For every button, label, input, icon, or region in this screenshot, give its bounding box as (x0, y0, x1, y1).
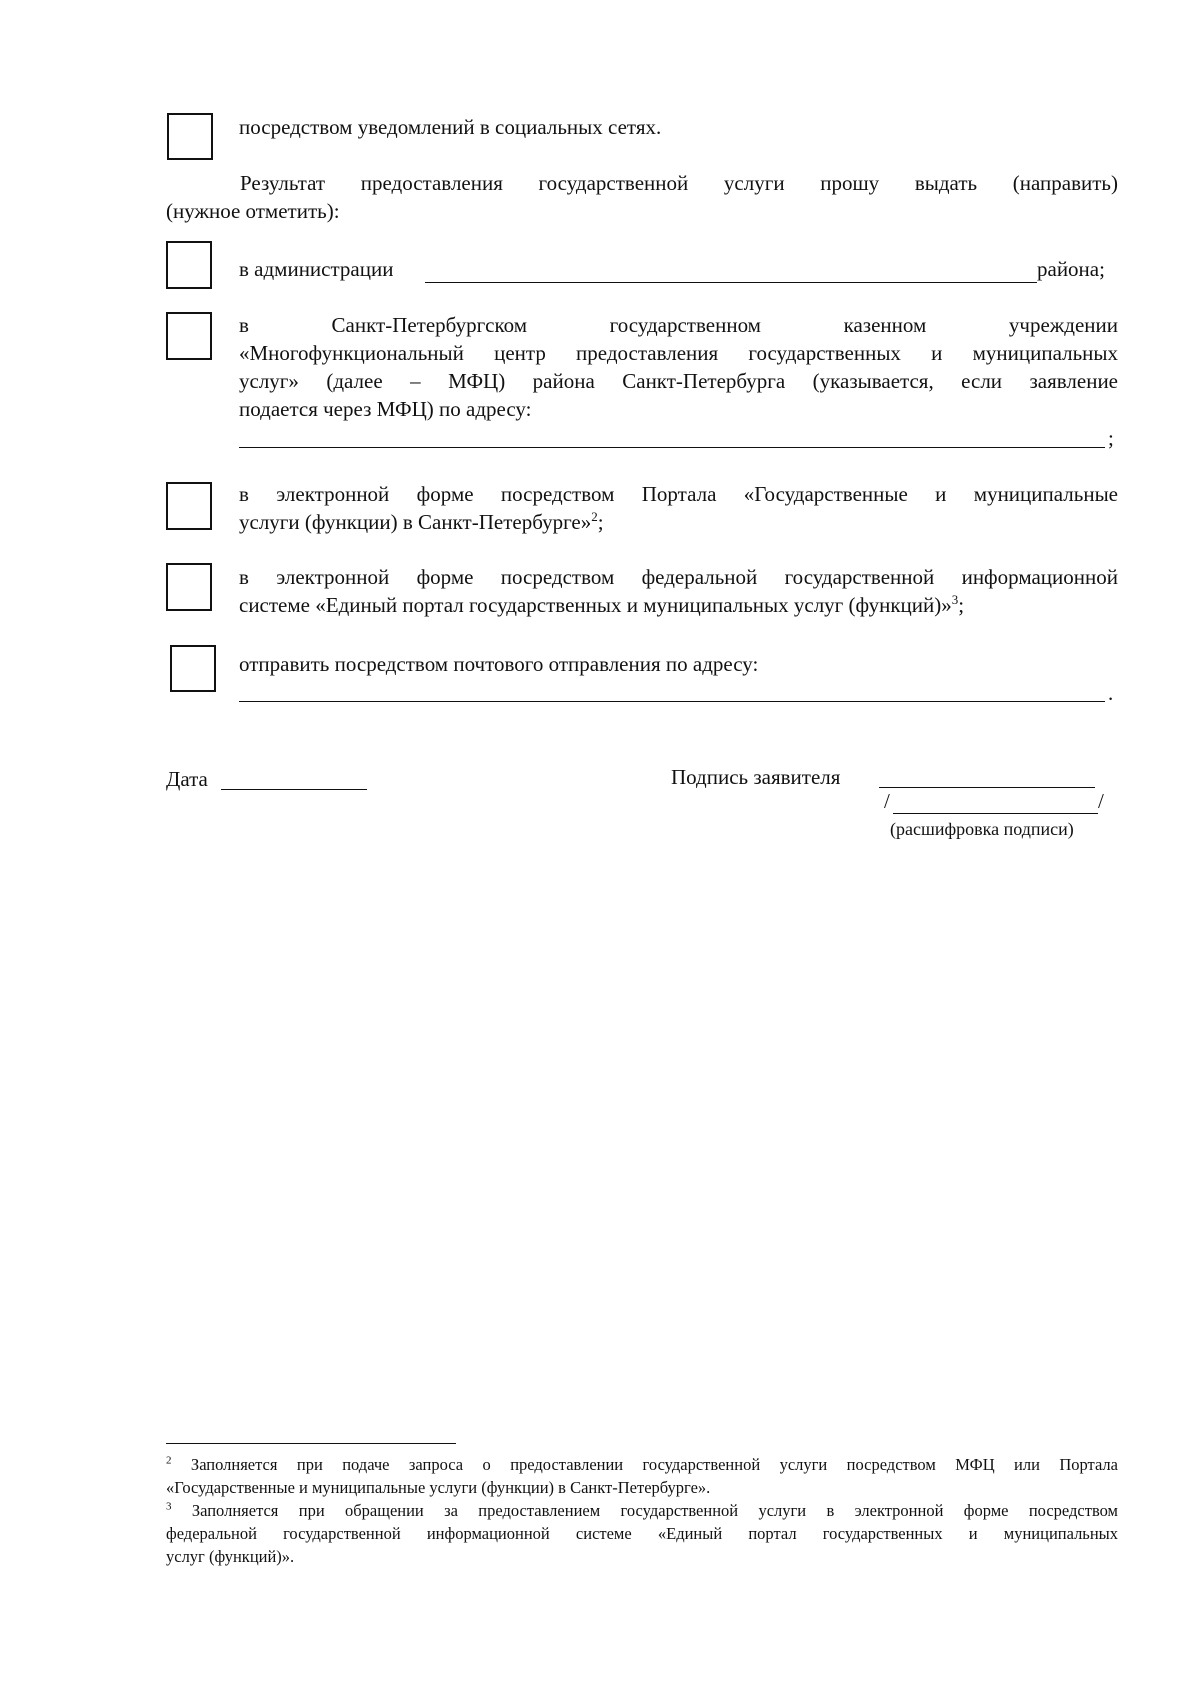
signature-decode-caption: (расшифровка подписи) (890, 819, 1074, 839)
checkbox-portal-spb[interactable] (166, 482, 212, 530)
checkbox-epgu[interactable] (166, 563, 212, 611)
checkbox-social-networks[interactable] (167, 113, 213, 160)
option-mfc-line2: «Многофункциональный центр предоставления государственных и муниципальных (239, 341, 1118, 365)
mail-address-field[interactable] (239, 701, 1105, 702)
footnote-2-line1 (166, 1454, 1118, 1476)
footnote-3-line2: федеральной государственной информационной системе «Единый портал государственных и муниципальных (166, 1524, 1118, 1543)
option-epgu-line2-end: ; (958, 593, 965, 617)
option-epgu-line1: в электронной форме посредством федеральной государственной информационной (239, 565, 1118, 589)
option-mfc-line1: в Санкт-Петербургском государственном казенном учреждении (239, 313, 1118, 337)
option-portal-line2-text: услуги (функции) в Санкт-Петербурге» (239, 510, 592, 534)
checkbox-mfc[interactable] (166, 312, 212, 360)
footnote-ref-2: 2 (591, 509, 598, 524)
option-portal-line1: в электронной форме посредством Портала «Государственные и муниципальные (239, 482, 1118, 506)
option-mfc-line4: подается через МФЦ) по адресу: (239, 397, 532, 421)
mail-address-end-mark: . (1108, 681, 1114, 705)
footnote-3-line1-text: Заполняется при обращении за предоставлением государственной услуги в электронной форме посредством (191, 1501, 1119, 1520)
option-portal-line2 (239, 509, 604, 536)
footnote-2-line2: «Государственные и муниципальные услуги (функции) в Санкт-Петербурге». (166, 1478, 711, 1497)
footnote-2-line1-text: Заполняется при подаче запроса о предоставлении государственной услуги посредством МФЦ или Портала (190, 1455, 1118, 1474)
mfc-address-end-mark: ; (1108, 426, 1114, 450)
administration-district-field[interactable] (425, 282, 1037, 283)
option-administration-suffix: района; (1037, 257, 1105, 281)
signature-label: Подпись заявителя (671, 765, 841, 789)
date-field[interactable] (221, 789, 367, 790)
footnote-2-mark: 2 (166, 1454, 172, 1467)
result-intro-line2: (нужное отметить): (166, 199, 340, 223)
signature-decode-slash-left: / (884, 789, 890, 813)
footnote-separator (166, 1443, 456, 1444)
checkbox-administration[interactable] (166, 241, 212, 289)
option-epgu-line2-text: системе «Единый портал государственных и муниципальных услуг (функций)» (239, 593, 952, 617)
footnote-ref-3: 3 (951, 592, 959, 607)
option-mfc-line3: услуг» (далее – МФЦ) района Санкт-Петербурга (указывается, если заявление (239, 369, 1118, 393)
option-portal-line2-end: ; (597, 510, 604, 534)
option-mail-label: отправить посредством почтового отправления по адресу: (239, 652, 759, 676)
signature-decode-field[interactable] (893, 813, 1098, 814)
date-label: Дата (166, 767, 208, 791)
option-social-networks-label: посредством уведомлений в социальных сетях. (239, 115, 662, 139)
mfc-address-field[interactable] (239, 447, 1105, 448)
option-administration-label: в администрации (239, 257, 394, 281)
footnote-3-mark: 3 (166, 1500, 172, 1513)
signature-decode-slash-right: / (1098, 789, 1104, 813)
footnote-3-line1 (166, 1500, 1118, 1522)
footnote-3-line3: услуг (функций)». (166, 1547, 295, 1566)
result-intro-line1: Результат предоставления государственной услуги прошу выдать (направить) (240, 171, 1118, 195)
signature-field[interactable] (879, 787, 1095, 788)
option-epgu-line2 (239, 592, 964, 619)
checkbox-mail[interactable] (170, 645, 216, 692)
